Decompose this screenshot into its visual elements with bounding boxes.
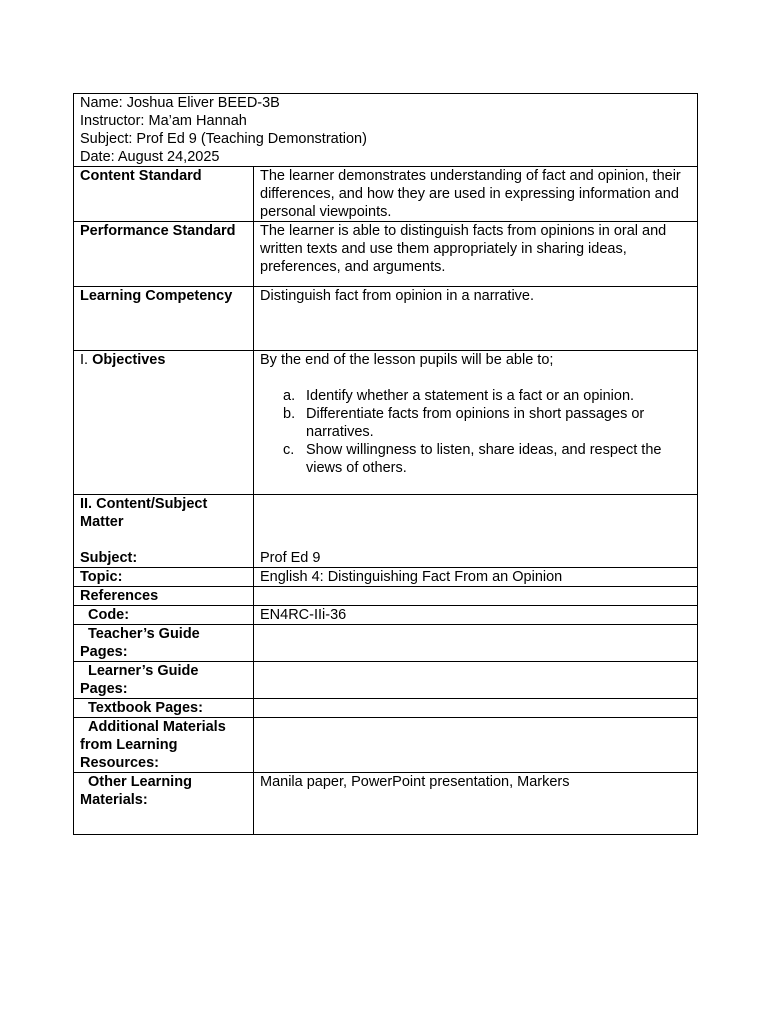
references-value <box>254 587 698 606</box>
item-text: Identify whether a statement is a fact or an opinion. <box>306 388 635 404</box>
content-standard-row <box>74 167 698 222</box>
objectives-label: Objectives <box>92 352 166 368</box>
code-value: EN4RC-IIi-36 <box>254 606 698 625</box>
objectives-label-cell <box>74 351 254 495</box>
content-subject-row <box>74 495 698 568</box>
instructor: Instructor: Ma’am Hannah <box>80 113 247 129</box>
teachers-guide-value <box>254 625 698 662</box>
additional-materials-value <box>254 718 698 773</box>
list-item <box>260 387 691 405</box>
header-cell <box>74 94 698 167</box>
content-standard-label: Content Standard <box>74 167 254 222</box>
item-marker: b. <box>283 406 296 422</box>
teachers-guide-label: Teacher’s Guide Pages: <box>80 626 200 660</box>
code-label: Code: <box>88 607 130 623</box>
textbook-value <box>254 699 698 718</box>
objectives-intro: By the end of the lesson pupils will be able to; <box>260 352 554 368</box>
topic-row <box>74 568 698 587</box>
references-row <box>74 587 698 606</box>
other-materials-row <box>74 773 698 835</box>
learners-guide-row <box>74 662 698 699</box>
learning-competency-row <box>74 287 698 351</box>
item-text: Show willingness to listen, share ideas, and respect the views of others. <box>306 442 662 476</box>
textbook-row <box>74 699 698 718</box>
performance-standard-value: The learner is able to distinguish facts from opinions in oral and written texts and use them appropriately in sharing ideas, preferences, and arguments. <box>254 222 698 287</box>
lesson-plan-table <box>73 93 698 835</box>
subject-label: Subject: <box>80 550 138 566</box>
item-marker: c. <box>283 442 295 458</box>
objectives-value <box>254 351 698 495</box>
content-subject-label: II. Content/Subject Matter <box>80 496 208 530</box>
list-item <box>260 405 691 441</box>
objectives-numeral: I. <box>80 352 93 368</box>
other-materials-value: Manila paper, PowerPoint presentation, Markers <box>254 773 698 835</box>
code-row <box>74 606 698 625</box>
student-name: Name: Joshua Eliver BEED-3B <box>80 95 280 111</box>
textbook-label: Textbook Pages: <box>88 700 203 716</box>
teachers-guide-row <box>74 625 698 662</box>
learning-competency-value: Distinguish fact from opinion in a narrative. <box>254 287 698 351</box>
topic-value: English 4: Distinguishing Fact From an Opinion <box>254 568 698 587</box>
additional-materials-row <box>74 718 698 773</box>
subject-value: Prof Ed 9 <box>254 495 698 568</box>
additional-materials-label: Additional Materials from Learning Resources: <box>80 719 226 771</box>
learners-guide-label: Learner’s Guide Pages: <box>80 663 199 697</box>
date: Date: August 24,2025 <box>80 149 220 165</box>
performance-standard-row <box>74 222 698 287</box>
topic-label: Topic: <box>74 568 254 587</box>
course-subject: Subject: Prof Ed 9 (Teaching Demonstration) <box>80 131 367 147</box>
list-item <box>260 441 691 477</box>
learners-guide-value <box>254 662 698 699</box>
content-standard-value: The learner demonstrates understanding of fact and opinion, their differences, and how they are used in expressing information and personal viewpoints. <box>254 167 698 222</box>
item-text: Differentiate facts from opinions in short passages or narratives. <box>306 406 645 440</box>
content-subject-label-cell <box>74 495 254 568</box>
header-row <box>74 94 698 167</box>
learning-competency-label: Learning Competency <box>74 287 254 351</box>
objectives-list <box>260 387 691 477</box>
other-materials-label: Other Learning Materials: <box>80 774 192 808</box>
performance-standard-label: Performance Standard <box>74 222 254 287</box>
item-marker: a. <box>283 388 296 404</box>
references-label: References <box>74 587 254 606</box>
objectives-row <box>74 351 698 495</box>
